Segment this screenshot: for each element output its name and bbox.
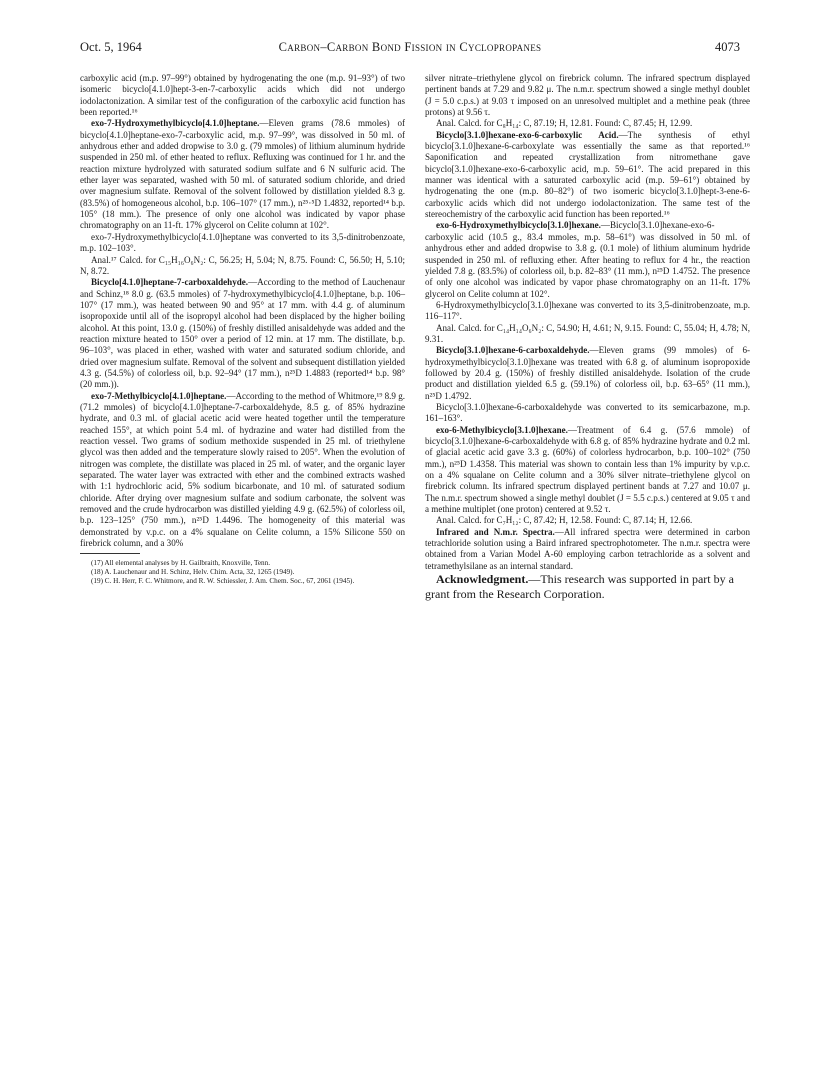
paragraph-text: silver nitrate–triethylene glycol on firebrick column. The infrared spectrum displayed pertinent bands at 7.29 and 9.82 μ. The n.m.r. spectrum showed a single methyl doublet (J = 5.0 c.p.s.) at 9.03 τ imposed on an unresolved multiplet and a methine peak (three protons) at 9.56 τ.	[425, 73, 750, 118]
right-column-paragraph	[425, 402, 750, 425]
paragraph-text: Bicyclo[3.1.0]hexane-6-carboxaldehyde was converted to its semicarbazone, m.p. 161–163°.	[425, 401, 750, 424]
right-column-paragraph	[425, 527, 750, 572]
right-column-paragraph	[425, 73, 750, 118]
section-heading: exo-6-Methylbicyclo[3.1.0]hexane.	[436, 424, 568, 435]
left-column-paragraph	[80, 255, 405, 278]
right-column-body	[425, 73, 750, 572]
footnote: (18) A. Lauchenaur and H. Schinz, Helv. Chim. Acta, 32, 1265 (1949).	[91, 568, 295, 577]
left-column	[80, 73, 405, 585]
right-column-paragraph	[425, 220, 750, 299]
right-column-paragraph	[425, 118, 750, 129]
paragraph-text: exo-7-Hydroxymethylbicyclo[4.1.0]heptane was converted to its 3,5-dinitrobenzoate, m.p. 102–103°.	[80, 231, 405, 254]
right-column-paragraph	[425, 130, 750, 221]
left-column-body	[80, 73, 405, 549]
paragraph-text: —All infrared spectra were determined in carbon tetrachloride solution using a Baird infrared spectrophotometer. The n.m.r. spectra were obtained from a Varian Model A-60 employing carbon tetrachloride as a solvent and tetramethylsilane as an internal standard.	[425, 526, 750, 571]
paragraph-text: Anal. Calcd. for C₇H₁₂: C, 87.42; H, 12.58. Found: C, 87.14; H, 12.66.	[436, 515, 693, 526]
paragraph-text: —According to the method of Whitmore,¹⁹ 8.9 g. (71.2 mmoles) of bicyclo[4.1.0]heptane-7-carboxaldehyde, 8.5 g. of 85% hydrazine hydrate, and 0.3 ml. of glacial acetic acid were heated together until the temperature reached 155°, at which point 5.4 ml. of hydrazine and water had distilled from the reaction vessel. Two grams of sodium methoxide suspended in 25 ml. of triethylene glycol was then added and the temperature slowly raised to 205°. When the evolution of nitrogen was complete, the distillate was placed in 25 ml. of water, and the organic layer separated. The water layer was extracted with ether and the combined extracts washed with 1:1 hydrochloric acid, 5% sodium bicarbonate, and 10 ml. of saturated sodium chloride. After drying over magnesium sulfate and sodium carbonate, the solvent was removed and the crude hydrocarbon was distilled yielding 4.9 g. (62.5%) of colorless oil, b.p. 123–125° (750 mm.), n²⁵D 1.4496. The homogeneity of this material was demonstrated by v.p.c. on a 4% squalane on Celite column, a 15% Silicone 550 on firebrick column, and a 30%	[80, 390, 405, 549]
right-column-paragraph	[425, 323, 750, 346]
section-heading: Bicyclo[3.1.0]hexane-6-carboxaldehyde.	[436, 345, 590, 356]
right-column-paragraph	[425, 345, 750, 402]
paragraph-text: —Eleven grams (99 mmoles) of 6-hydroxymethylbicyclo[3.1.0]hexane was treated with 6.8 g. of aluminum isopropoxide followed by 20.4 g. (150%) of freshly distilled anisaldehyde. Isolation of the crude product and distillation yielded 6.5 g. (59.1%) of colorless oil, b.p. 63–65° (11 mm.), n²⁵D 1.4792.	[425, 345, 750, 401]
left-column-paragraph	[80, 73, 405, 118]
left-column-paragraph	[80, 118, 405, 231]
section-heading: Bicyclo[4.1.0]heptane-7-carboxaldehyde.	[91, 277, 249, 288]
paragraph-text: 6-Hydroxymethylbicyclo[3.1.0]hexane was converted to its 3,5-dinitrobenzoate, m.p. 116–117°.	[425, 299, 750, 322]
right-column	[425, 73, 750, 601]
right-column-paragraph	[425, 425, 750, 516]
acknowledgment	[425, 572, 750, 601]
paragraph-text: Anal. Calcd. for C₈H₁₄: C, 87.19; H, 12.81. Found: C, 87.45; H, 12.99.	[436, 118, 693, 129]
paragraph-text: carboxylic acid (m.p. 97–99°) obtained by hydrogenating the one (m.p. 91–93°) of two isomeric bicyclo[4.1.0]hept-3-en-7-carboxylic acids which did not undergo iodolactonization. A similar test of the configuration of the carboxylic acid function has been reported.¹⁶	[80, 73, 405, 118]
section-heading: exo-7-Hydroxymethylbicyclo[4.1.0]heptane.	[91, 118, 260, 129]
running-title: Carbon–Carbon Bond Fission in Cyclopropanes	[278, 40, 542, 54]
issue-date: Oct. 5, 1964	[80, 40, 142, 54]
running-header	[80, 40, 740, 56]
footnote: (17) All elemental analyses by H. Gailbraith, Knoxville, Tenn.	[91, 559, 271, 568]
page-number: 4073	[715, 40, 740, 54]
right-column-paragraph	[425, 515, 750, 526]
section-heading: Infrared and N.m.r. Spectra.	[436, 526, 555, 537]
paragraph-text: —Treatment of 6.4 g. (57.6 mmole) of bicyclo[3.1.0]hexane-6-carboxaldehyde with 6.8 g. of 85% hydrazine hydrate and 0.2 ml. of glacial acetic acid gave 3.3 g. (60%) of colorless hydrocarbon, b.p. 100–102° (750 mm.), n²⁵D 1.4358. This material was shown to contain less than 1% impurity by v.p.c. on a 4% squalane on Celite column and a 30% silver nitrate–triethylene glycol on firebrick column. Its infrared spectrum displayed pertinent bands at 7.27 and 10.07 μ. The n.m.r. spectrum showed a single methyl doublet (J = 5.5 c.p.s.) centered at 9.05 τ and a methine multiplet (one proton) centered at 9.52 τ.	[425, 424, 750, 515]
footnotes	[80, 559, 405, 585]
left-column-paragraph	[80, 232, 405, 255]
paragraph-text: —According to the method of Lauchenaur and Schinz,¹⁸ 8.0 g. (63.5 mmoles) of 7-hydroxymethylbicyclo[4.1.0]heptane, b.p. 106–107° (17 mm.), was heated between 90 and 95° at 17 mm. with 4.4 g. of aluminum isopropoxide until all of the isopropyl alcohol had been displaced by the higher boiling alcohol. At this point, 13.0 g. (150%) of freshly distilled anisaldehyde was added and the reaction mixture heated to 150° over a period of 12 min. at 17 mm. The distillate, b.p. 96–103°, was placed in ether, washed with water and saturated sodium chloride, and dried over magnesium sulfate. Removal of the solvent and subsequent distillation yielded 4.3 g. (54.5%) of colorless oil, b.p. 92–94° (17 mm.), n²⁵D 1.4883 (reported¹⁴ b.p. 98° (20 mm.)).	[80, 277, 405, 390]
footnote: (19) C. H. Herr, F. C. Whitmore, and R. W. Schiessler, J. Am. Chem. Soc., 67, 2061 (1945).	[91, 576, 355, 585]
paragraph-text: —Bicyclo[3.1.0]hexane-exo-6-carboxylic acid (10.5 g., 83.4 mmoles, m.p. 58–61°) was dissolved in 50 ml. of anhydrous ether and added dropwise to 3.8 g. (0.1 mole) of lithium aluminum hydride suspended in 250 ml. of refluxing ether. After heating to reflux for 4 hr., the reaction yielded 7.8 g. (83.5%) of colorless oil, b.p. 82–83° (11 mm.), n²⁵D 1.4752. The presence of only one alcohol was indicated by vapor phase chromatography on an 11-ft. 17% glycerol on Celite column at 102°.	[425, 220, 750, 299]
footnote-rule	[80, 553, 140, 554]
section-heading: exo-7-Methylbicyclo[4.1.0]heptane.	[91, 390, 227, 401]
section-heading: Bicyclo[3.1.0]hexane-exo-6-carboxylic Acid.	[436, 129, 619, 140]
paragraph-text: Anal. Calcd. for C₁₄H₁₄O₆N₂: C, 54.90; H, 4.61; N, 9.15. Found: C, 55.04; H, 4.78; N, 9.31.	[425, 322, 750, 344]
left-column-paragraph	[80, 277, 405, 390]
paragraph-text: Anal.¹⁷ Calcd. for C₁₅H₁₆O₆N₂: C, 56.25; H, 5.04; N, 8.75. Found: C, 56.50; H, 5.10; N, 8.72.	[80, 254, 405, 276]
acknowledgment-label: Acknowledgment.	[436, 572, 529, 587]
paragraph-text: —Eleven grams (78.6 mmoles) of bicyclo[4.1.0]heptane-exo-7-carboxylic acid, m.p. 97–99°, was dissolved in 50 ml. of anhydrous ether and added dropwise to 3.0 g. (79 mmoles) of lithium aluminum hydride suspended in 250 ml. of ether heated to reflux. Refluxing was continued for 1 hr. and the reaction mixture hydrolyzed with saturated sodium sulfate and 6 N sulfuric acid. The ether layer was separated, washed with 50 ml. of saturated sodium chloride, and dried over magnesium sulfate. Removal of the solvent followed by distillation yielded 8.3 g. (83.5%) of homogeneous alcohol, b.p. 106–107° (17 mm.), n²⁵·⁵D 1.4832, reported¹⁴ b.p. 105° (18 mm.). The presence of only one alcohol was indicated by vapor phase chromatography on an 11-ft. 17% glycerol on Celite column at 102°.	[80, 118, 405, 231]
section-heading: exo-6-Hydroxymethylbicyclo[3.1.0]hexane.	[436, 220, 601, 231]
paragraph-text: —The synthesis of ethyl bicyclo[3.1.0]hexane-6-carboxylate was essentially the same as that reported.¹⁶ Saponification and repeated crystallization from nitromethane gave bicyclo[3.1.0]hexane-exo-6-carboxylic acid, m.p. 59–61°. The acid prepared in this manner was identical with a saturated carboxylic acid (m.p. 59–61°) obtained by hydrogenating the one (m.p. 80–82°) of two isomeric bicyclo[3.1.0]hept-3-ene-6-carboxylic acids which did not undergo iodolactonization. The same test of the stereochemistry of the carboxylic acid function has been reported.¹⁶	[425, 129, 750, 220]
acknowledgment-text: —This research was supported in part by a grant from the Research Corporation.	[425, 572, 734, 601]
left-column-paragraph	[80, 391, 405, 550]
right-column-paragraph	[425, 300, 750, 323]
